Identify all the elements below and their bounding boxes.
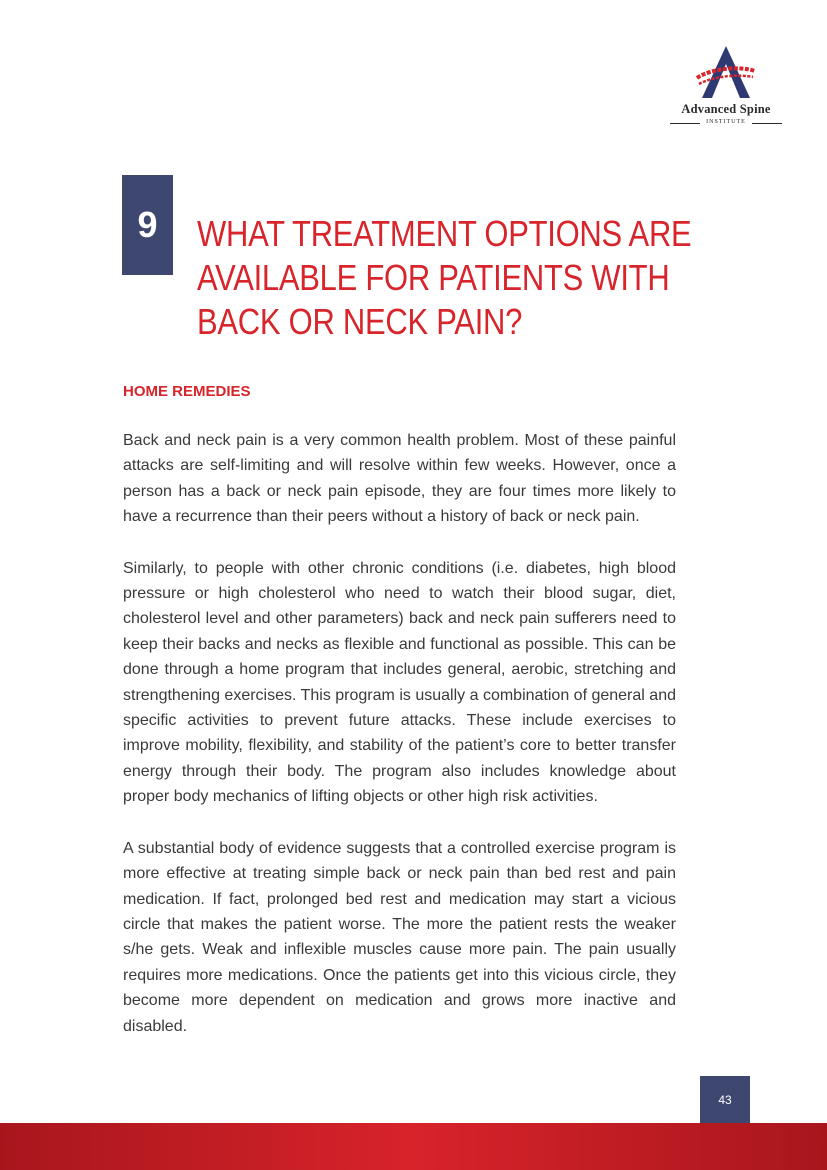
- chapter-number: 9: [122, 175, 173, 275]
- logo-name: Advanced Spine: [681, 102, 771, 116]
- spine-logo-icon: [695, 46, 757, 102]
- logo-subtitle-row: [668, 119, 784, 128]
- logo-divider-right: [752, 123, 782, 124]
- chapter-title-line-2: AVAILABLE FOR PATIENTS WITH: [197, 257, 670, 298]
- page-number: 43: [700, 1076, 750, 1123]
- section-heading: HOME REMEDIES: [123, 383, 251, 400]
- paragraph-1: Back and neck pain is a very common health problem. Most of these painful attacks are self-limiting and will resolve within few weeks. However, once a person has a back or neck pain episode, they are four times more likely to have a recurrence than their peers without a history of back or neck pain.: [123, 432, 676, 526]
- footer-band: [0, 1123, 827, 1170]
- logo-subtitle: INSTITUTE: [706, 119, 746, 125]
- body-text: [123, 428, 676, 1065]
- chapter-title: [197, 212, 692, 344]
- paragraph-2: Similarly, to people with other chronic conditions (i.e. diabetes, high blood pressure or high cholesterol who need to watch their blood sugar, diet, cholesterol level and other parameters) back and neck pain sufferers need to keep their backs and necks as flexible and functional as possible. This can be done through a home program that includes general, aerobic, stretching and strengthening exercises. This program is usually a combination of general and specific activities to prevent future attacks. These include exercises to improve mobility, flexibility, and stability of the patient’s core to better transfer energy through their body. The program also includes knowledge about proper body mechanics of lifting objects or other high risk activities.: [123, 559, 676, 806]
- paragraph-3: A substantial body of evidence suggests that a controlled exercise program is more effective at treating simple back or neck pain than bed rest and pain medication. If fact, prolonged bed rest and medication may start a vicious circle that makes the patient worse. The more the patient rests the weaker s/he gets. Weak and inflexible muscles cause more pain. The pain usually requires more medications. Once the patients get into this vicious circle, they become more dependent on medication and grows more inactive and disabled.: [123, 839, 676, 1035]
- chapter-title-line-3: BACK OR NECK PAIN?: [197, 301, 523, 342]
- company-logo: [668, 46, 784, 130]
- chapter-title-line-1: WHAT TREATMENT OPTIONS ARE: [197, 213, 692, 254]
